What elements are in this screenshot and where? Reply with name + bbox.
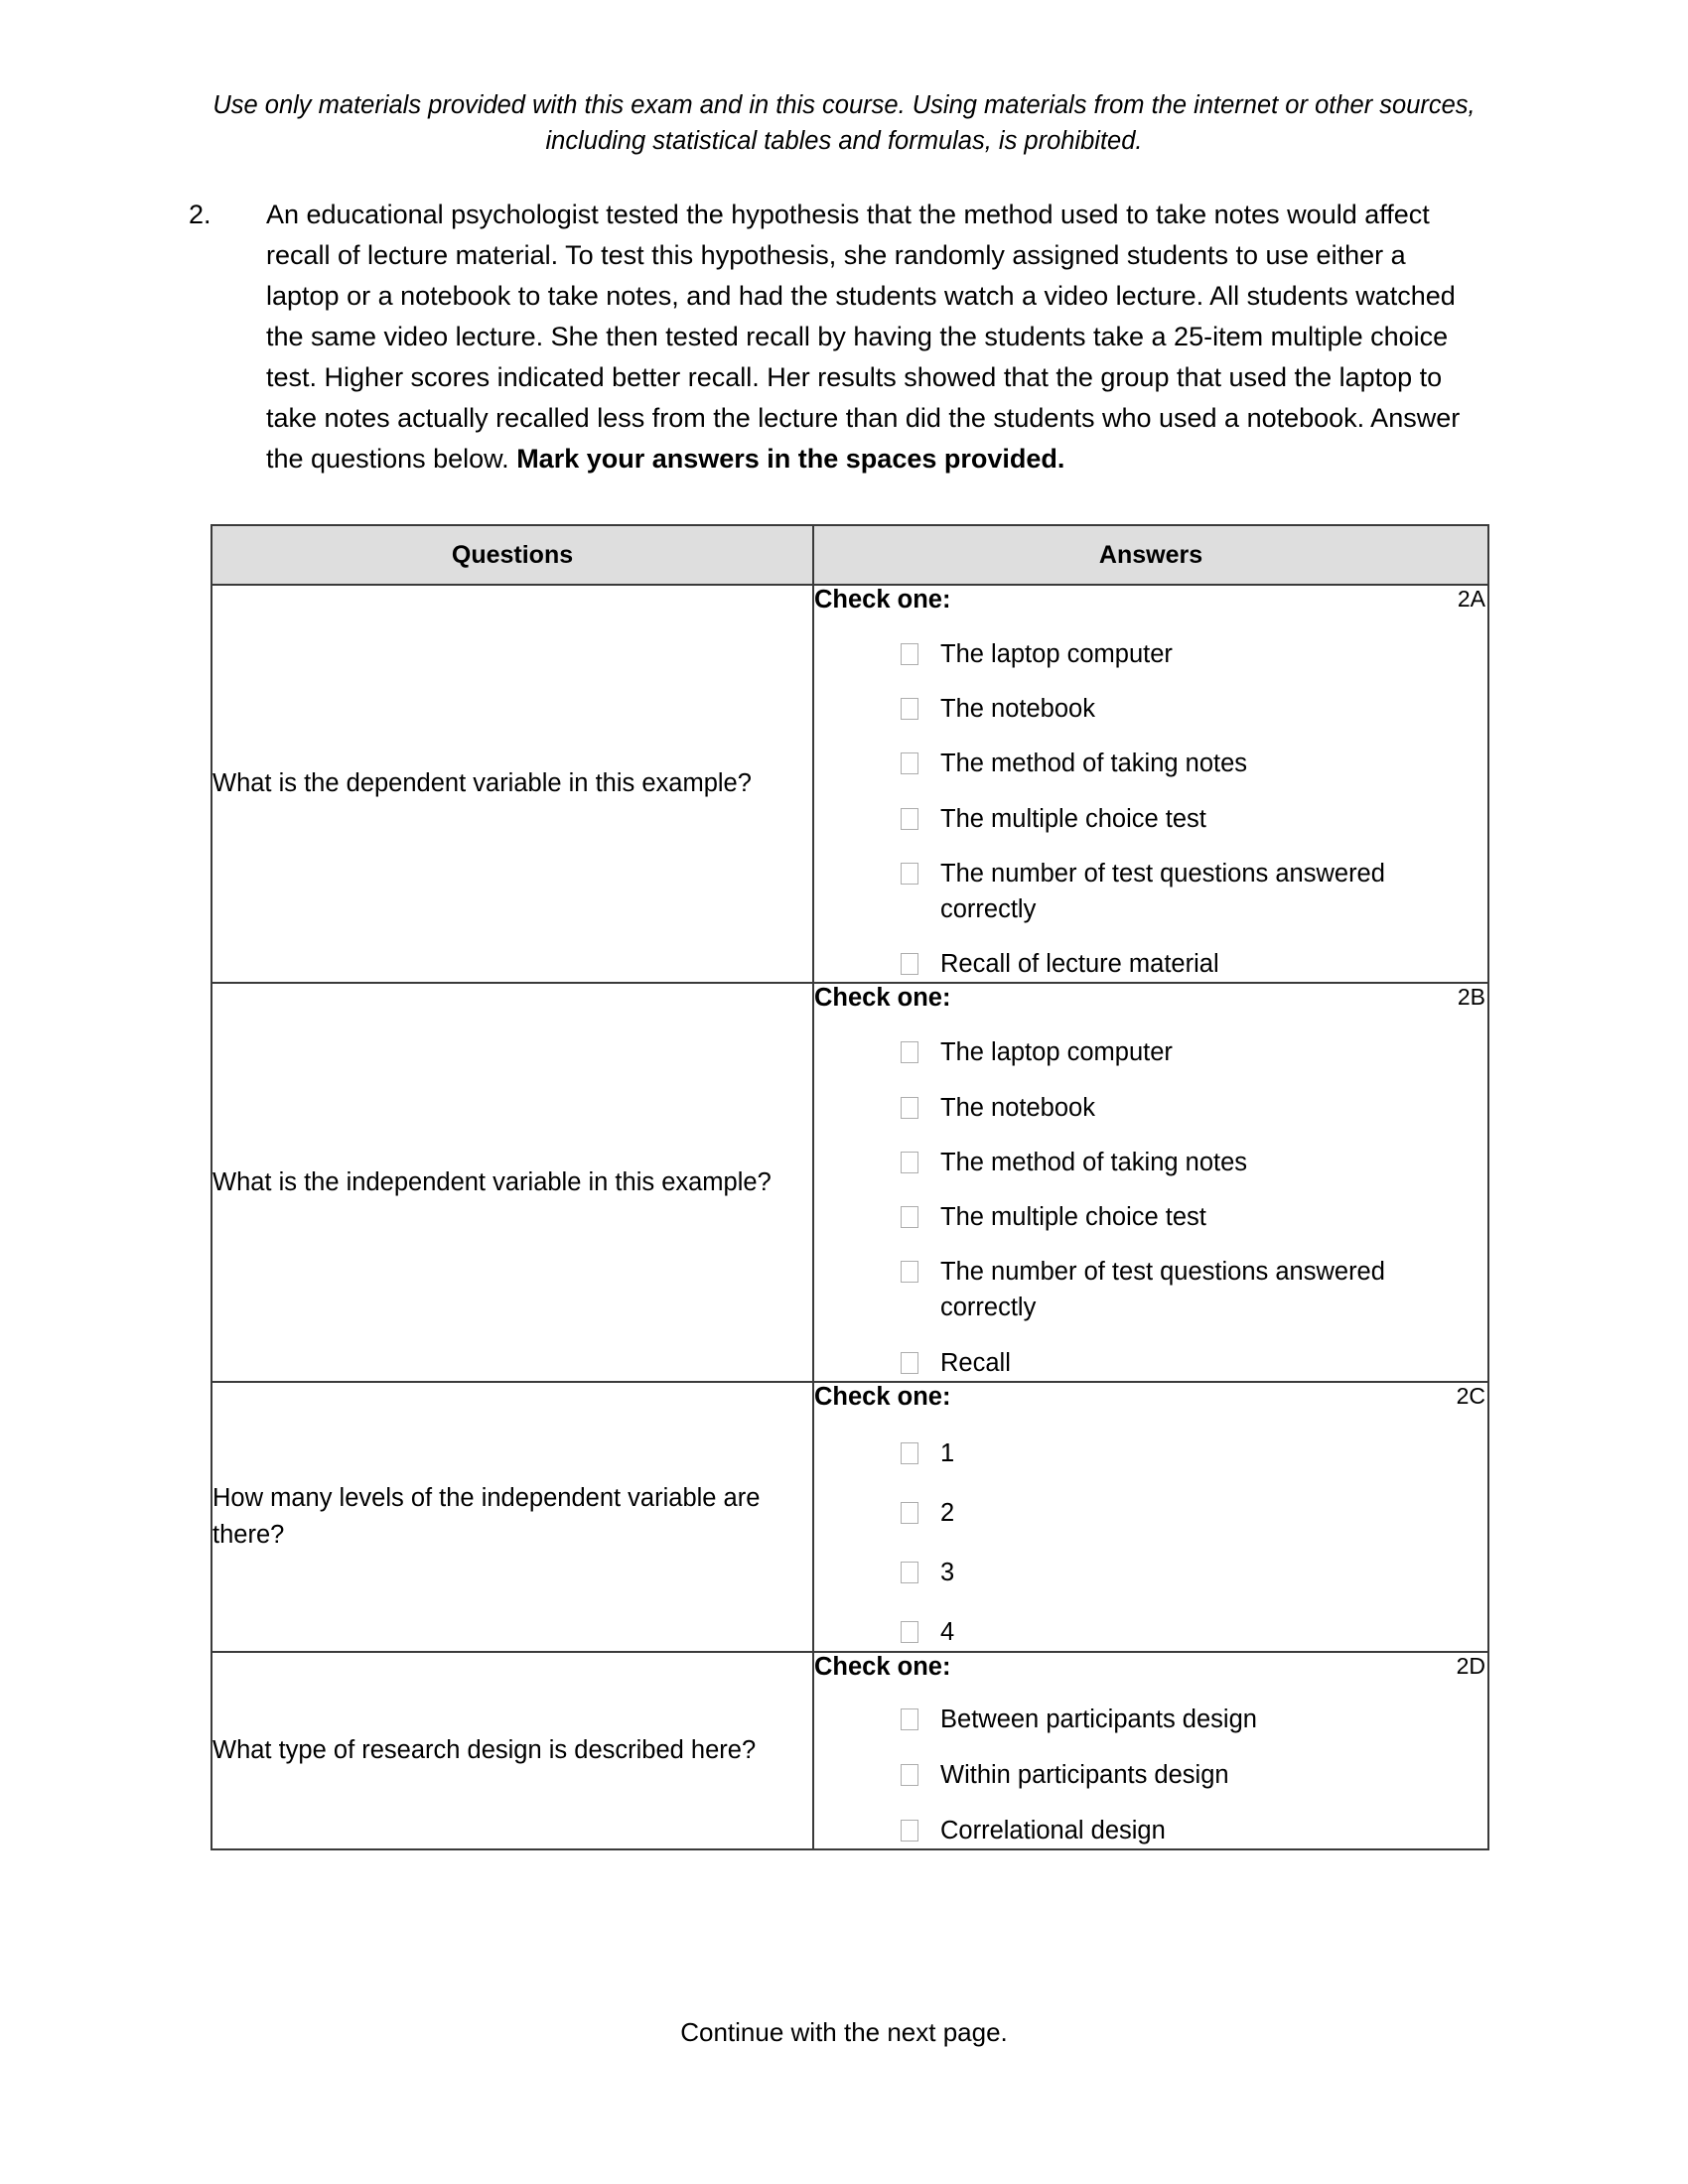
exam-instructions-note: Use only materials provided with this exam and in this course. Using materials from the internet or other sources, including statistical tables and formulas, is prohibited. — [212, 91, 1476, 156]
answer-cell-2d — [813, 1652, 1488, 1850]
list-item[interactable] — [901, 1702, 1487, 1737]
question-cell-2a: What is the dependent variable in this example? — [211, 585, 813, 983]
check-one-header-2a — [814, 586, 1487, 614]
list-item[interactable] — [901, 1757, 1487, 1793]
check-one-label: Check one: — [814, 984, 951, 1013]
column-header-questions: Questions — [211, 525, 813, 585]
checkbox-icon[interactable] — [901, 1206, 918, 1228]
list-item[interactable] — [901, 746, 1487, 781]
checkbox-icon[interactable] — [901, 1502, 918, 1524]
checkbox-icon[interactable] — [901, 752, 918, 774]
option-list-2b — [814, 1034, 1487, 1380]
scenario-body: An educational psychologist tested the hypothesis that the method used to take notes would affect recall of lecture material. To test this hypothesis, she randomly assigned students to use either a laptop or a notebook to take notes, and had the students watch a video lecture. All students watched the same video lecture. She then tested recall by having the students take a 25-item multiple choice test. Higher scores indicated better recall. Her results showed that the group that used the laptop to take notes actually recalled less from the lecture than did the students who used a notebook. Answer the questions below. — [266, 200, 1461, 475]
list-item[interactable] — [901, 856, 1487, 927]
option-label: Recall of lecture material — [940, 950, 1219, 979]
option-list-2a — [814, 636, 1487, 982]
list-item[interactable] — [901, 801, 1487, 837]
checkbox-icon[interactable] — [901, 1352, 918, 1374]
list-item[interactable] — [901, 691, 1487, 727]
answer-cell-2b — [813, 983, 1488, 1381]
scenario-bold-instruction: Mark your answers in the spaces provided. — [516, 444, 1065, 475]
option-label: The number of test questions answered correctly — [940, 1258, 1385, 1322]
checkbox-icon[interactable] — [901, 643, 918, 665]
checkbox-icon[interactable] — [901, 1261, 918, 1283]
option-label: 4 — [940, 1618, 955, 1647]
checkbox-icon[interactable] — [901, 808, 918, 830]
item-code-2a: 2A — [1457, 586, 1485, 612]
checkbox-icon[interactable] — [901, 1708, 918, 1730]
list-item[interactable] — [901, 1555, 1487, 1590]
questions-answers-table — [211, 524, 1489, 1850]
list-item[interactable] — [901, 1199, 1487, 1235]
checkbox-icon[interactable] — [901, 1041, 918, 1063]
list-item[interactable] — [901, 1614, 1487, 1650]
list-item[interactable] — [901, 1254, 1487, 1325]
table-row — [211, 1382, 1488, 1652]
table-row — [211, 1652, 1488, 1850]
item-code-2c: 2C — [1456, 1382, 1485, 1409]
option-label: Between participants design — [940, 1705, 1257, 1733]
list-item[interactable] — [901, 1495, 1487, 1531]
checkbox-icon[interactable] — [901, 1764, 918, 1786]
checkbox-icon[interactable] — [901, 953, 918, 975]
option-label: Correlational design — [940, 1817, 1166, 1845]
answer-cell-2a — [813, 585, 1488, 983]
check-one-header-2b — [814, 984, 1487, 1013]
option-label: 3 — [940, 1559, 955, 1587]
question-cell-2c: How many levels of the independent variable are there? — [211, 1382, 813, 1652]
check-one-header-2c — [814, 1383, 1487, 1412]
answer-cell-2c — [813, 1382, 1488, 1652]
page-footer-text: Continue with the next page. — [680, 2017, 1008, 2047]
checkbox-icon[interactable] — [901, 698, 918, 720]
question-2-prompt — [189, 195, 1470, 479]
list-item[interactable] — [901, 1813, 1487, 1848]
list-item[interactable] — [901, 1034, 1487, 1070]
question-cell-2d: What type of research design is described here? — [211, 1652, 813, 1850]
option-label: 2 — [940, 1499, 955, 1528]
checkbox-icon[interactable] — [901, 863, 918, 885]
option-label: The notebook — [940, 1093, 1095, 1122]
question-number: 2. — [189, 200, 211, 229]
table-row — [211, 585, 1488, 983]
option-label: The multiple choice test — [940, 804, 1206, 833]
column-header-answers: Answers — [813, 525, 1488, 585]
check-one-label: Check one: — [814, 1652, 951, 1681]
option-label: Within participants design — [940, 1760, 1229, 1789]
list-item[interactable] — [901, 1145, 1487, 1180]
checkbox-icon[interactable] — [901, 1097, 918, 1119]
option-label: Recall — [940, 1348, 1011, 1377]
option-label: The method of taking notes — [940, 750, 1248, 778]
option-label: The laptop computer — [940, 640, 1173, 668]
option-label: The laptop computer — [940, 1038, 1173, 1067]
table-row — [211, 983, 1488, 1381]
option-label: The multiple choice test — [940, 1203, 1206, 1232]
option-list-2d — [814, 1702, 1487, 1849]
option-label: The number of test questions answered correctly — [940, 859, 1385, 924]
option-label: The notebook — [940, 695, 1095, 724]
option-list-2c — [814, 1435, 1487, 1651]
check-one-label: Check one: — [814, 1382, 951, 1411]
checkbox-icon[interactable] — [901, 1562, 918, 1583]
checkbox-icon[interactable] — [901, 1152, 918, 1173]
question-scenario-text — [266, 195, 1470, 479]
question-cell-2b: What is the independent variable in this example? — [211, 983, 813, 1381]
list-item[interactable] — [901, 1090, 1487, 1126]
table-header-row — [211, 525, 1488, 585]
list-item[interactable] — [901, 1345, 1487, 1381]
check-one-header-2d — [814, 1653, 1487, 1682]
item-code-2b: 2B — [1457, 984, 1485, 1011]
option-label: The method of taking notes — [940, 1148, 1248, 1176]
check-one-label: Check one: — [814, 586, 951, 614]
checkbox-icon[interactable] — [901, 1820, 918, 1842]
checkbox-icon[interactable] — [901, 1621, 918, 1643]
list-item[interactable] — [901, 1435, 1487, 1471]
option-label: 1 — [940, 1438, 955, 1467]
checkbox-icon[interactable] — [901, 1442, 918, 1464]
list-item[interactable] — [901, 946, 1487, 982]
list-item[interactable] — [901, 636, 1487, 672]
item-code-2d: 2D — [1456, 1652, 1485, 1679]
